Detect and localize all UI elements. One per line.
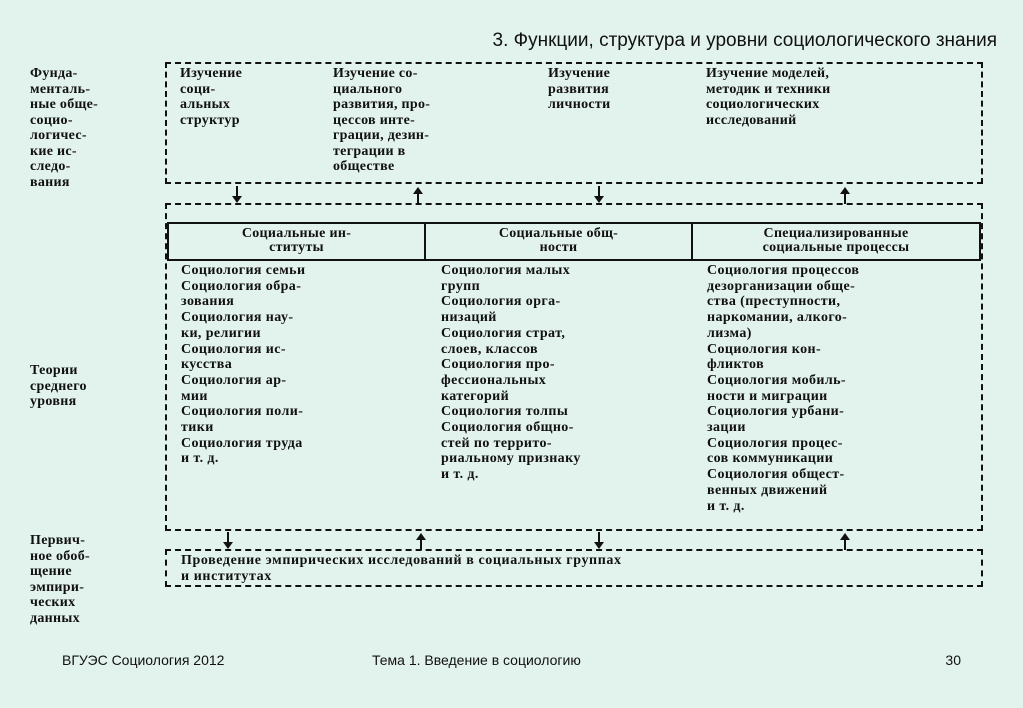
header-communities: Социальные общ- ности	[498, 226, 619, 255]
page-number: 30	[945, 652, 961, 668]
list-communities: Социология малых групп Социология орга- низаций Социология страт, слоев, классов Социология про- фессиональных категорий Социология толпы Социология общно- стей по террито- риальному признаку и т. д.	[441, 263, 581, 483]
header-institutions: Социальные ин- ституты	[241, 226, 352, 255]
header-processes: Специализированные социальные процессы	[762, 226, 910, 255]
header-top-line	[167, 222, 981, 224]
list-institutions: Социология семьи Социология обра- зования Социология нау- ки, религии Социология ис- кусства Социология ар- мии Социология поли- тики Социология труда и т. д.	[181, 263, 306, 467]
arrow-down-icon	[592, 532, 606, 550]
list-processes: Социология процессов дезорганизации обще- ства (преступности, наркомании, алкого- лизма) Социология кон- фликтов Социология мобиль- ности и миграции Социология урбани- зации Социология процес- сов коммуникации Социология общест- венных движений и т. д.	[707, 263, 860, 514]
arrow-up-icon	[411, 186, 425, 204]
label-primary-generalization: Первич- ное обоб- щение эмпири- ческих данных	[30, 533, 90, 626]
footer-course: ВГУЭС Социология 2012	[62, 652, 225, 668]
top-cell-development: Изучение со- циального развития, про- цессов инте- грации, дезин- теграции в обществе	[333, 66, 431, 174]
arrow-down-icon	[221, 532, 235, 550]
arrow-up-icon	[838, 532, 852, 550]
arrow-up-icon	[838, 186, 852, 204]
header-right-line	[979, 222, 981, 261]
arrow-up-icon	[414, 532, 428, 550]
empirical-text: Проведение эмпирических исследований в социальных группах и институтах	[181, 553, 622, 584]
top-cell-structures: Изучение соци- альных структур	[180, 66, 243, 128]
footer-topic: Тема 1. Введение в социологию	[372, 652, 581, 668]
arrow-down-icon	[592, 186, 606, 204]
slide-title: 3. Функции, структура и уровни социологического знания	[492, 30, 997, 51]
label-middle-range: Теории среднего уровня	[30, 363, 87, 409]
label-fundamental: Фунда- менталь- ные обще- социо- логичес- кие ис- следо- вания	[30, 66, 99, 190]
header-bottom-line	[167, 259, 981, 261]
arrow-down-icon	[230, 186, 244, 204]
top-cell-methods: Изучение моделей, методик и техники социологических исследований	[706, 66, 831, 128]
top-cell-personality: Изучение развития личности	[548, 66, 611, 112]
